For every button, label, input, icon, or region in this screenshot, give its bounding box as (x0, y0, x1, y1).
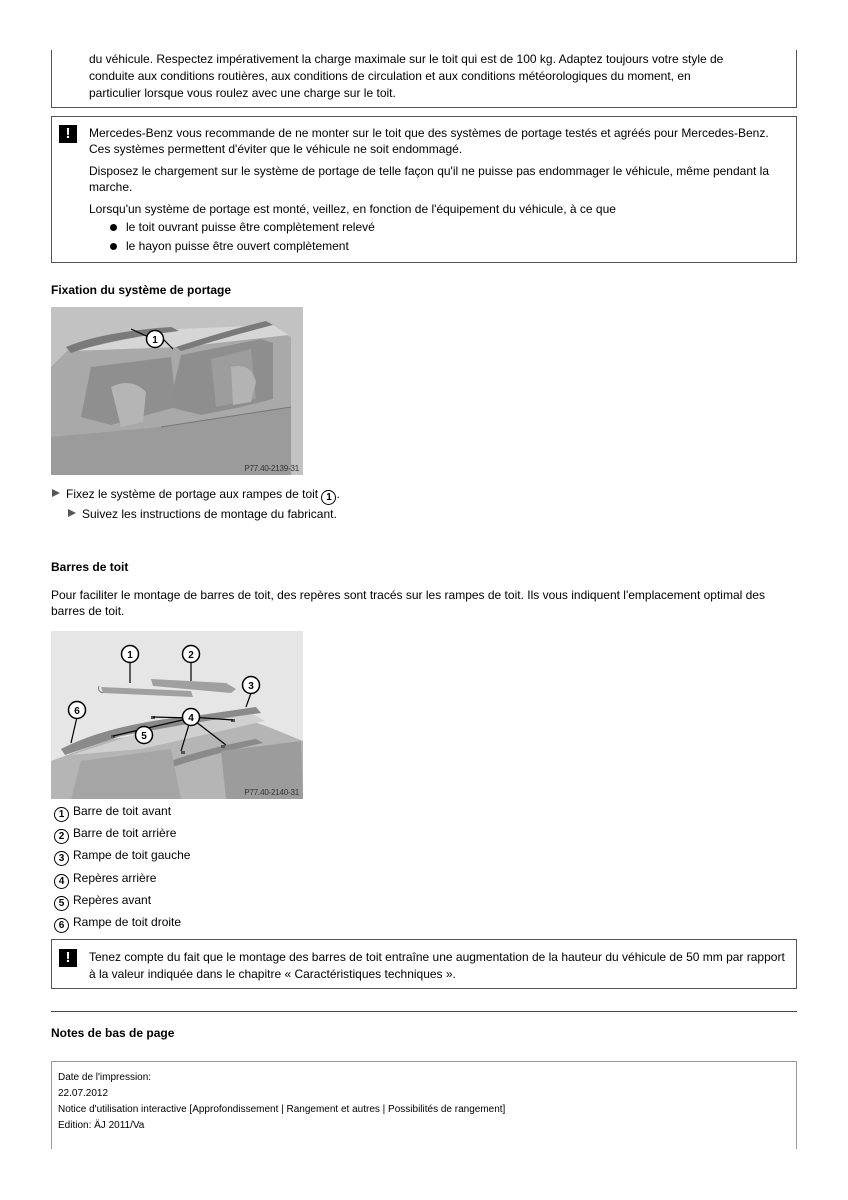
step-instruction (52, 486, 340, 505)
callout-reference: 1 (321, 490, 336, 505)
document-path: Notice d'utilisation interactive [Approfondissement | Rangement et autres | Possibilités de rangement] (58, 1104, 506, 1115)
warning-bullet-list (89, 218, 788, 256)
legend-item (54, 803, 190, 825)
step-end: . (336, 487, 340, 501)
edition-info: Edition: ÄJ 2011/Va (58, 1120, 145, 1131)
legend-number: 3 (54, 851, 69, 866)
legend-label: Barre de toit avant (73, 804, 172, 818)
print-info-box (51, 1061, 797, 1149)
bullet-item (89, 237, 788, 256)
continued-warning-box (51, 50, 797, 108)
bullet-text: le hayon puisse être ouvert complètement (126, 239, 349, 253)
legend-number: 5 (54, 896, 69, 911)
warning-box-carrier (51, 116, 797, 263)
print-date-label: Date de l'impression: (58, 1072, 152, 1083)
warning-icon: ! (59, 949, 77, 967)
legend-label: Repères arrière (73, 870, 157, 885)
legend-number: 2 (54, 829, 69, 844)
sub-step-instruction (68, 506, 337, 522)
legend-item (54, 870, 190, 892)
warning-line: particulier lorsque vous roulez avec une charge sur le toit. (89, 86, 396, 100)
bullet-dot-icon (110, 243, 117, 250)
roof-bars-paragraph: Pour faciliter le montage de barres de toit, des repères sont tracés sur les rampes de toit. Ils vous indiquent l'emplacement optimal des barres de toit. (51, 588, 765, 618)
warning-paragraph: Disposez le chargement sur le système de portage de telle façon qu'il ne puisse pas endommager le véhicule, même pendant la marche. (89, 164, 770, 194)
callout-3: 3 (248, 681, 254, 692)
warning-icon: ! (59, 125, 77, 143)
roof-bars-illustration (51, 631, 303, 799)
section-divider (51, 1011, 797, 1012)
bullet-dot-icon (110, 224, 117, 231)
legend-number: 4 (54, 874, 69, 889)
callout-5: 5 (141, 731, 147, 742)
section-heading-carrier-fixation: Fixation du système de portage (51, 283, 232, 297)
image-reference-code: P77.40-2139-31 (244, 464, 299, 473)
callout-2: 2 (188, 650, 194, 661)
legend-item (54, 914, 190, 936)
legend-number: 1 (54, 807, 69, 822)
step-arrow-icon (68, 509, 76, 517)
legend-label: Rampe de toit droite (73, 914, 182, 929)
roof-rail-photo (51, 307, 303, 475)
legend-item (54, 825, 190, 847)
callout-4: 4 (188, 713, 194, 724)
legend-label: Rampe de toit gauche (73, 848, 191, 863)
callout-6: 6 (74, 706, 80, 717)
roof-rail-illustration (51, 307, 303, 475)
footnotes-heading: Notes de bas de page (51, 1026, 175, 1040)
callout-legend (54, 803, 190, 936)
step-arrow-icon (52, 489, 60, 497)
warning-paragraph: Lorsqu'un système de portage est monté, veillez, en fonction de l'équipement du véhicule, à ce que (89, 202, 616, 216)
image-reference-code: P77.40-2140-31 (244, 788, 299, 797)
bullet-text: le toit ouvrant puisse être complètement relevé (126, 220, 375, 234)
legend-item (54, 892, 190, 914)
warning-line: du véhicule. Respectez impérativement la charge maximale sur le toit qui est de 100 kg. Adaptez toujours votre style de (89, 52, 724, 66)
roof-bars-photo (51, 631, 303, 799)
callout-1: 1 (127, 650, 133, 661)
warning-paragraph: Mercedes-Benz vous recommande de ne monter sur le toit que des systèmes de portage testés et agréés pour Mercedes-Benz. Ces systèmes permettent d'éviter que le véhicule ne soit endommagé. (89, 126, 769, 156)
legend-number: 6 (54, 918, 69, 933)
section-heading-roof-bars: Barres de toit (51, 560, 129, 574)
legend-label: Barre de toit arrière (73, 826, 177, 841)
warning-paragraph: Tenez compte du fait que le montage des barres de toit entraîne une augmentation de la hauteur du véhicule de 50 mm par rapport à la valeur indiquée dans le chapitre « Caractéristiques techniques ». (89, 950, 785, 981)
print-date-value: 22.07.2012 (58, 1088, 109, 1099)
callout-1: 1 (152, 335, 158, 346)
legend-item (54, 847, 190, 869)
step-text: Fixez le système de portage aux rampes de toit (66, 487, 322, 501)
warning-box-vehicle-height (51, 939, 797, 989)
warning-line: conduite aux conditions routières, aux conditions de circulation et aux conditions météorologiques du moment, en (89, 69, 691, 83)
step-text: Suivez les instructions de montage du fabricant. (82, 507, 337, 521)
legend-label: Repères avant (73, 892, 152, 907)
bullet-item (89, 218, 788, 237)
